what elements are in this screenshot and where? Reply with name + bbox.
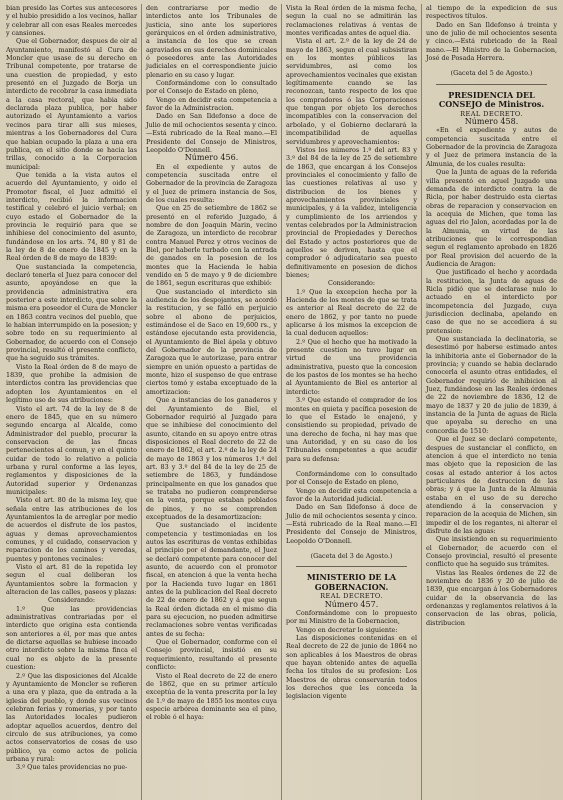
paragraph: Que el Juez se declaró competente, despues de sustanciar el conflicto, en atencion á que el interdicto no tenia mas objeto que la reposicion de las cosas al estado anterior á los actos particulares de destruccion de las obras; y á que la Junta de la Almunia estaba en el uso de su derecho atendiendo á la conservacion y reparacion de la acequia de Michen, sin impedir el de los regantes, ni alterar el disfrute de las aguas: bbox=[426, 435, 557, 535]
paragraph: Que insistiendo en su requerimiento el Gobernador, de acuerdo con el Consejo provincial, resultó el presente conflicto que ha seguido sus trámites. bbox=[426, 535, 557, 569]
paragraph: Vengo en decidir esta competencia a favor de la Administracion. bbox=[146, 95, 277, 113]
signature-paragraph: Dado en San Ildefonso a doce de Julio de mil ochocientos sesenta y cinco.—Está rubricado de la Real mano.—El Presidente del Consejo de Ministros, Leopoldo O'Donnell. bbox=[146, 112, 277, 154]
column-2 bbox=[141, 4, 277, 800]
paragraph: Que en 25 de setiembre de 1862 se presentó en el referido Juzgado, á nombre de don Joaquin Marin, vecino de Zaragoza, un interdicto de recobrar contra Manuel Perez y otros vecinos de Biel, por haberle turbado con la entrada de ganados en la posesion de los montes que la Hacienda le habia vendido en 5 de mayo y 9 de diciembre de 1861, segun escrituras que exhibió: bbox=[146, 204, 277, 288]
paragraph: den contrariarse por medio de interdictos ante los Tribunales de justicia, sino ante los superiores gerárquicos en el órden administrativo, a instancia de los que se crean agraviados en sus derechos dominicales ó poseedores ante las Autoridades judiciales en el correspondiente juicio plenario en su caso y lugar. bbox=[146, 4, 277, 79]
paragraph: «En el expediente y autos de competencia suscitada entre el Gobernador de la provincia de Zaragoza y el Juez de primera instancia de la Almunia, de los cuales resulta: bbox=[426, 126, 557, 168]
paragraph: Que sustanciada la competencia, declaró tenerla el Juez para conocer del asunto, apoyándose en que la providencia administrativa era posterior a este interdicto, que sobre la misma era poseedor el Cura de Moncler en 1863 contra vecinos del pueblo, que le habian interrumpido en la posesion; y sobre todo en su requerimiento al Gobernador, de acuerdo con el Consejo provincial, resultó el presente conflicto, que ha seguido sus trámites. bbox=[6, 262, 137, 363]
considerando: 3.º Que tales providencias no pue- bbox=[16, 763, 128, 772]
paragraph: Vistas las Reales órdenes de 22 de noviembre de 1836 y 20 de julio de 1839, que encargan á los Gobernadores cuidar de la observancia de las ordenanzas y reglamentos relativos á la conservacion de las obras, policía, distribucion bbox=[426, 568, 557, 627]
paragraph: Visto la Real órden de 8 de mayo de 1839, que prohibe la admision de interdictos contra las providencias que adopten los Ayuntamientos en el legítimo uso de sus atribuciones: bbox=[6, 362, 137, 405]
paragraph: Visto el art. 74 de la ley de 8 de enero de 1845, que en su número segundo encarga al Alcalde, como Administrador del pueblo, procurar la conservacion de las fincas pertenecientes al comun, y en el quinto cuidar de todo lo relativo a policía urbana y rural conforme a las leyes, reglamentos y disposiciones de la Autoridad superior y Ordenanzas municipales: bbox=[6, 404, 137, 496]
decree-number: Número 458. bbox=[464, 117, 519, 127]
paragraph: Visto el art. 80 de la misma ley, que señala entre las atribuciones de los Ayuntamientos la de arreglar por medio de acuerdos el disfrute de los pastos, aguas y demas aprovechamientos comunes, y el cuidado, conservacion y reparacion de los caminos y veredas, puentes y pontones vecinales: bbox=[6, 496, 137, 563]
considerando: 1.º Que la excepcion hecha por la Hacienda de los montes de que se trata es anterior al Real decreto de 22 de enero de 1862, y por tanto no puede aplicarse á los mismos la excepcion de la cual deducen aquellos: bbox=[286, 287, 417, 338]
paragraph: Que sustanciado el interdicto sin audiencia de los despojantes, se acordó la restitucion, y se falló en perjuicio sobre el abono de perjuicios, estimándose el de Saco en 19,600 rs., y estándose ejecutando esta providencia, el Ayuntamiento de Biel ápela y obtuvo del Gobernador de la provincia de Zaragoza que le autorizase, para entrar siempre en unión opuesto a partidas de monte, hizo el suspenso de que entrase ciertos tomó y estaba exceptuado de la amortizacion: bbox=[146, 287, 277, 396]
paragraph: Vista el art. 2.º de la ley de 24 de mayo de 1863, segun el cual subsistiran en los montes públicos las servidumbres, asi como los aprovechamientos vecinales que existan legítimamente cuando se las reconozcan, tanto respecto de los que los compradores ó las Corporaciones que tengan por objeto los derechos incompatibles con la conservacion del arbolado, y el Gobierno declarará la incompatibilidad de aquellas servidumbres y aprovechamientos: bbox=[286, 37, 417, 146]
ministry-heading: MINISTERIO DE LA GOBERNACION. bbox=[306, 572, 397, 592]
paragraph: Vista la Real órden de la misma fecha, segun la cual no se admitirán las reclamaciones relativas á ventas de montes verificadas antes de aquel dia. bbox=[286, 4, 417, 38]
paragraph: Conformándome con lo consultado por el Consejo de Estado en pleno, bbox=[146, 79, 277, 96]
considerando: 2.º Que el hecho que ha motivado la presente cuestion no tuvo lugar en virtud de una providencia administrativa, puesto que la concesion de los pastos de los montes se ha hecho al Ayuntamiento de Biel es anterior al interdicto: bbox=[286, 337, 417, 396]
decree-label: REAL DECRETO. bbox=[320, 592, 383, 601]
decree-number: Número 457. bbox=[324, 599, 379, 609]
column-4 bbox=[421, 4, 557, 800]
paragraph: bian presido las Cortes sus antecesores y el hubio presidido a los vecinos, hallar y celebrar all con esas Reales mercedes y cansiones. bbox=[6, 4, 137, 38]
paragraph: al tiempo de la expedicion de sus respectivos títulos. bbox=[426, 4, 557, 21]
considerando: 2.º Que las disposiciones del Alcalde y Ayuntamiento de Moncler se refieren a una era y plaza, que da entrada a la iglesia del pueblo, y donde sus vecinos celebran ferias y romerias, y por tanto las Autoridades locales pudieron adoptar aquellos acuerdos, dentro del circulo de sus atribuciones, ya como actos conservatorios de cosas de uso público, ya como actos de policía urbana y rural: bbox=[6, 671, 137, 763]
paragraph: Vengo en decretar lo siguiente: bbox=[296, 625, 398, 634]
column-1 bbox=[6, 4, 137, 800]
paragraph: Conformándome con lo propuesto por mi Ministro de la Gobernacion, bbox=[286, 609, 417, 626]
considerando: 1.º Que las providencias administrativas contrariadas por el interdicto que origina esta contienda son anteriores a él, por mas que antes de dictarse aquellas se hubiese incoado otro interdicto sobre la misma finca el cual no es objeto de la presente cuestion: bbox=[6, 604, 137, 672]
paragraph: Vengo en decidir esta competencia a favor de la Autoridad judicial. bbox=[286, 486, 417, 503]
paragraph: Que la Junta de aguas de la referida villa presentó en aquel Juzgado una demanda de interdicto contra la de Ricla, por haber destruido esta ciertas obras de reparacion y conservacion en la acequia de Michen, que toma las aguas del rio Jalon, acordadas por la de la Almunia, en virtud de las atribuciones que le correspondian segun el reglamento aprobado en 1826 por Real provision del acuerdo de la Audiencia de Aragon: bbox=[426, 168, 557, 268]
gazette-note: (Gaceta del 5 de Agosto.) bbox=[450, 69, 533, 78]
section-divider bbox=[436, 84, 547, 85]
considerando-label: Considerando: bbox=[47, 596, 96, 605]
signature-paragraph: Dado en San Ildefonso á doce de Julio de mil ochocientos sesenta y cinco.—Está rubricado de la Real mano.—El Presidente del Consejo de Ministros, Leopoldo O'Donnell. bbox=[286, 503, 417, 545]
paragraph: Vistos los números 1.º del art. 83 y 3.º del 84 de la ley de 25 de setiembre de 1863, que encargan á los Consejos provinciales el conocimiento y fallo de las cuestiones relativas al uso y distribucion de los bienes y aprovechamientos provinciales y municipales, y á la validez, inteligencia y cumplimiento de los arriendos y ventas celebrados por la Administracion provincial de Propiedades y Derechos del Estado y actos posteriores que de aquellos se deriven, hasta que el comprador ó adjudicatario sea puesto definitivamente en posesion de dichos bienes; bbox=[286, 145, 417, 279]
paragraph: Que el Gobernador, despues de oir al Ayuntamiento, manifestó al Cura de Moncler que usase de su derecho en Tribunal competente, por tratarse de una cuestion de propiedad, y esto presentó en el Juzgado de Borja un interdicto de recobrar la casa inmediata a la casa rectoral, que habia sido declarada plaza publica, por haber autorizado el Ayuntamiento a varios vecinos para tirar alli sus mieses, mientras a los Gobernadores del Cura que habian ocupado la plaza a una era publica, en el sitio donde se hacia las trillas, conocido a la Corporacion municipal: bbox=[6, 37, 137, 171]
paragraph: Que justificado el hecho y acordada la restitucion, la Junta de aguas de Ricla pidió que se declarase nulo lo actuado en el interdicto por incompetencia del Juzgado, cuya jurisdiccion declinaba, apelando en caso de que no se accediera á su pretension: bbox=[426, 268, 557, 335]
section-divider bbox=[296, 566, 407, 567]
considerando: 3.º Que estando el comprador de los montes en quieta y pacífica posesion de lo que el Estado le enajenó, y consistiendo su propiedad, privado de una derecho de fecha, ni hay mas que una Autoridad, y en su caso de los Tribunales competentes a que acudir para su defensa: bbox=[286, 396, 417, 463]
paragraph: Conformándome con lo consultado por el Consejo de Estado en pleno, bbox=[286, 469, 417, 487]
paragraph: Que sustanciado el incidente competencia y testimoniadas en los autos las escrituras de ventas exhibidas al principio por el demandante, el Juez se declaró competente para conocer del asunto, de acuerdo con el promotor fiscal, en atencion á que la venta hecha por la Hacienda tuvo lugar en 1861 antes de la publicacion del Real decreto de 22 de enero de 1862 y á que segun la Real órden dictada en el mismo dia para su ejecucion, no pueden admitirse reclamaciones sobre ventas verificadas antes de su fecha: bbox=[146, 521, 277, 638]
gazette-note: (Gaceta del 3 de Agosto.) bbox=[310, 552, 393, 560]
paragraph: En el expediente y autos de competencia suscitada entre el Gobernador de la provincia de Zaragoza y el Juez de primera instancia de Sos, de los cuales resulta: bbox=[146, 162, 277, 204]
paragraph: Visto el art. 81 de la repetida ley segun el cual deliberan los Ayuntamientos sobre la formacion y alteracion de las calles, paseos y plazas: bbox=[6, 563, 137, 597]
signature-paragraph: Dado en San Ildefonso á treinta y uno de julio de mil ochocientos sesenta y cinco.—Está rubricado de la Real mano.—El Ministro de la Gobernacion, José de Posada Herrera. bbox=[426, 20, 557, 63]
paragraph: Las disposiciones contenidas en el Real decreto de 22 de junio de 1864 no son aplicables á los Maestros de obras que hayan obtenido antes de aquella fecha los títulos de su profesion: Los Maestros de obras conservarán todos los derechos que les conceda la legislacion vigente bbox=[286, 634, 417, 701]
column-3 bbox=[281, 4, 417, 800]
decree-number: Número 456. bbox=[184, 153, 239, 163]
decree-label: REAL DECRETO. bbox=[460, 109, 523, 118]
paragraph: Que tenida a la vista autos el acuerdo del Ayuntamiento, y oido el Promotor fiscal, el Juez admitió el interdicto, recibió la informacion testifical y celebró el juicio verbal; en cuyo estado el Gobernador de la provincia le requirió para que se inhibiese del conocimiento del asunto, fundándose en los arts. 74, 80 y 81 de la ley de 8 de enero de 1845 y en la Real órden de 8 de mayo de 1839: bbox=[6, 170, 137, 263]
presidency-heading: PRESIDENCIA DEL CONSEJO de Ministros. bbox=[438, 89, 545, 110]
paragraph: Que el Gobernador, conforme con el Consejo provincial, insistió en su requerimiento, resultando el presente conflicto: bbox=[146, 638, 277, 672]
paragraph: Que a instancias de los ganaderos y del Ayuntamiento de Biel, el Gobernador requirió al Juzgado para que se inhibiese del conocimiento del asunto, citando en su apoyo entre otras disposiciones el Real decreto de 22 de enero de 1862, el art. 2.º de la ley de 24 de mayo de 1863 y los números 1.º del art. 83 y 3.º del 84 de la ley de 25 de setiembre de 1863, y fundándose principalmente en que los ganados que se trataba no pudieron comprenderse en la venta, porque estaban poblados de pinos, y no se comprenden exceptuados de la desamortizacion: bbox=[146, 396, 277, 521]
paragraph: Visto el Real decreto de 22 de enero de 1862, que en su primer artículo exceptúa de la venta prescrita por la ley de 1.º de mayo de 1855 los montes cuya especie arbórea dominante sea el pino, el roble ó el haya: bbox=[146, 671, 277, 722]
considerando-label: Considerando: bbox=[327, 279, 376, 288]
paragraph: Que sustanciada la declinatoria, se desestimó por haberse estimado antes la inhibitoria ante el Gobernador de la provincia; y cuando se habia declarado conocerla el asunto otras entidades, el Gobernador requirió de inhibicion al Juez, fundándose en las Reales órdenes de 22 de noviembre de 1836, 12 de mayo de 1837 y 20 de julio de 1839, á instancia de la Junta de aguas de Ricla que apoyaba su derecho en una concordia de 1510: bbox=[426, 335, 557, 435]
